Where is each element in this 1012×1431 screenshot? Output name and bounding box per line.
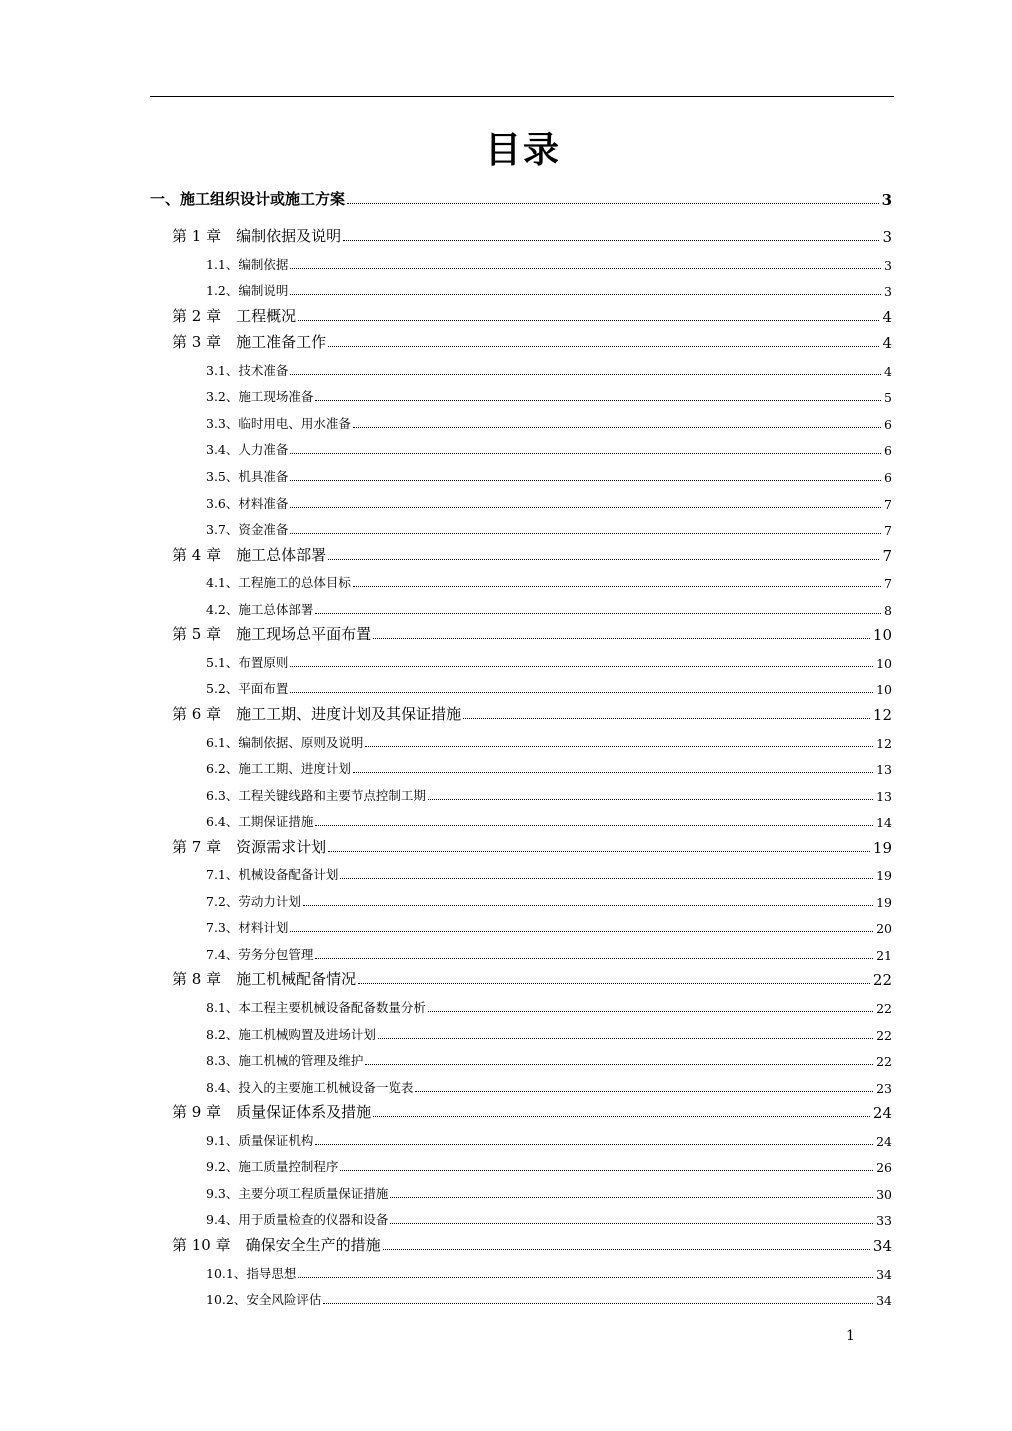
toc-dot-leader	[390, 1223, 873, 1224]
toc-entry-page: 34	[876, 1293, 892, 1308]
toc-entry-number: 7.4、	[206, 946, 239, 962]
toc-entry-number: 9.1、	[206, 1132, 239, 1148]
toc-dot-leader	[328, 559, 879, 560]
toc-entry-label	[172, 836, 328, 857]
toc-entry-label	[172, 623, 373, 644]
toc-dot-leader	[340, 1170, 873, 1171]
toc-entry-number: 5.1、	[206, 654, 239, 670]
toc-entry-page: 3	[881, 191, 892, 209]
toc-dot-leader	[315, 1144, 873, 1145]
toc-entry-page: 6	[884, 470, 892, 485]
toc-entry-number: 9.3、	[206, 1185, 239, 1201]
toc-entry-text: 施工现场准备	[238, 389, 314, 405]
toc-dot-leader	[290, 294, 881, 295]
toc-entry-page: 14	[876, 815, 892, 831]
toc-entry-page: 12	[876, 735, 892, 751]
toc-dot-leader	[315, 825, 873, 826]
toc-dot-leader	[428, 799, 873, 800]
toc-entry-label	[206, 733, 365, 751]
toc-entry-text: 施工总体部署	[238, 601, 314, 617]
toc-entry-page: 3	[884, 284, 892, 300]
toc-entry-label	[206, 1131, 315, 1149]
toc-entry[interactable]	[206, 251, 892, 273]
toc-dot-leader	[347, 203, 879, 204]
toc-entry-page: 19	[876, 868, 892, 884]
toc-entry[interactable]	[206, 914, 892, 936]
toc-entry-text: 指导思想	[246, 1265, 297, 1281]
toc-entry[interactable]	[206, 436, 892, 458]
toc-entry[interactable]	[172, 543, 892, 565]
toc-entry-page: 30	[876, 1186, 892, 1202]
toc-entry-label	[206, 440, 290, 458]
toc-entry-number: 第 8 章	[172, 970, 237, 989]
toc-entry-page: 12	[872, 705, 892, 724]
toc-dot-leader	[298, 1277, 873, 1278]
toc-entry[interactable]	[206, 861, 892, 883]
toc-entry-label	[172, 1234, 383, 1255]
toc-entry-text: 施工准备工作	[236, 333, 327, 352]
toc-entry[interactable]	[172, 304, 892, 326]
toc-entry-number: 第 10 章	[172, 1235, 246, 1254]
toc-entry-text: 主要分项工程质量保证措施	[238, 1185, 389, 1201]
toc-entry-number: 3.4、	[206, 442, 239, 458]
toc-entry[interactable]	[206, 1286, 892, 1308]
toc-entry[interactable]	[206, 888, 892, 910]
toc-entry[interactable]	[206, 383, 892, 405]
toc-entry-label	[206, 812, 315, 830]
toc-entry-label	[206, 520, 290, 538]
toc-dot-leader	[340, 878, 873, 879]
toc-entry[interactable]	[206, 569, 892, 591]
toc-entry-text: 编制依据	[238, 256, 289, 272]
toc-entry[interactable]	[206, 755, 892, 777]
toc-entry-label	[150, 188, 347, 209]
toc-entry-label	[172, 305, 298, 326]
toc-entry-label	[206, 945, 315, 963]
toc-entry-number: 6.3、	[206, 787, 239, 803]
toc-entry-label	[206, 414, 353, 432]
toc-entry-label	[206, 653, 290, 671]
toc-entry-number: 4.1、	[206, 575, 239, 591]
toc-dot-leader	[323, 1303, 873, 1304]
toc-dot-leader	[353, 427, 881, 428]
toc-entry[interactable]	[206, 357, 892, 379]
toc-entry-number: 4.2、	[206, 601, 239, 617]
toc-entry-page: 6	[884, 416, 892, 432]
toc-entry-label	[206, 1025, 378, 1043]
toc-entry-text: 劳动力计划	[238, 893, 301, 909]
toc-dot-leader	[315, 400, 881, 401]
toc-entry[interactable]	[206, 1127, 892, 1149]
toc-entry-page: 4	[884, 363, 892, 379]
toc-entry-page: 19	[876, 894, 892, 910]
toc-entry-page: 8	[884, 602, 892, 618]
toc-dot-leader	[315, 958, 873, 959]
toc-entry-number: 10.2、	[206, 1292, 247, 1307]
toc-entry-text: 施工质量控制程序	[238, 1159, 339, 1175]
toc-entry[interactable]	[206, 596, 892, 618]
toc-dot-leader	[373, 1116, 870, 1117]
toc-entry-text: 资源需求计划	[236, 837, 327, 856]
toc-entry-page: 3	[884, 257, 892, 273]
toc-entry-label	[172, 544, 328, 565]
toc-entry-number: 3.3、	[206, 415, 239, 431]
toc-entry-label	[206, 1157, 340, 1175]
toc-entry-text: 技术准备	[238, 362, 289, 378]
toc-entry-number: 第 1 章	[172, 227, 237, 245]
toc-entry[interactable]	[172, 967, 892, 989]
toc-entry-number: 3.2、	[206, 389, 239, 405]
toc-entry-text: 编制依据、原则及说明	[238, 734, 364, 750]
toc-entry-page: 22	[876, 1027, 892, 1043]
toc-entry-number: 9.2、	[206, 1159, 239, 1175]
toc-entry-label	[172, 968, 358, 989]
toc-entry-page: 34	[876, 1266, 892, 1282]
toc-entry-number: 7.3、	[206, 920, 239, 936]
toc-entry[interactable]	[206, 941, 892, 963]
toc-entry-page: 7	[884, 576, 892, 592]
toc-entry-number: 8.2、	[206, 1026, 239, 1042]
toc-entry-number: 8.1、	[206, 1000, 239, 1015]
toc-entry-page: 5	[884, 390, 892, 406]
toc-entry-page: 19	[872, 838, 892, 857]
toc-entry-label	[206, 467, 290, 485]
toc-entry-page: 7	[884, 523, 892, 539]
toc-entry-page: 24	[872, 1104, 892, 1123]
toc-entry[interactable]	[206, 1260, 892, 1282]
toc-entry[interactable]	[206, 1047, 892, 1069]
toc-entry-number: 第 3 章	[172, 333, 237, 352]
toc-entry[interactable]	[172, 1233, 892, 1255]
toc-title: 目录	[484, 130, 561, 171]
toc-entry-text: 机械设备配备计划	[238, 867, 339, 883]
toc-entry-text: 编制依据及说明	[236, 227, 342, 245]
toc-dot-leader	[290, 480, 881, 481]
toc-entry-text: 材料准备	[238, 495, 289, 511]
toc-entry-text: 施工工期、进度计划	[238, 761, 351, 776]
toc-entry[interactable]	[172, 835, 892, 857]
toc-entry-number: 一、	[150, 190, 181, 208]
toc-entry-text: 施工机械购置及进场计划	[238, 1026, 376, 1042]
toc-entry-number: 3.5、	[206, 469, 239, 484]
toc-entry-page: 4	[882, 307, 892, 326]
toc-entry-number: 5.2、	[206, 681, 239, 697]
toc-entry-text: 质量保证机构	[238, 1132, 314, 1148]
toc-dot-leader	[290, 374, 881, 375]
toc-entry-text: 施工工期、进度计划及其保证措施	[236, 704, 462, 723]
toc-entry[interactable]	[206, 463, 892, 485]
toc-dot-leader	[343, 240, 879, 241]
toc-entry-text: 施工组织设计或施工方案	[180, 190, 346, 208]
toc-entry[interactable]	[172, 1100, 892, 1122]
toc-entry-label	[206, 387, 315, 405]
toc-entry-page: 10	[876, 655, 892, 671]
toc-entry-page: 6	[884, 443, 892, 459]
toc-dot-leader	[328, 346, 879, 347]
toc-entry-number: 7.2、	[206, 893, 239, 909]
toc-entry-label	[172, 225, 343, 246]
toc-dot-leader	[298, 320, 879, 321]
toc-dot-leader	[428, 1011, 873, 1012]
toc-entry-label	[206, 573, 353, 591]
toc-entry-text: 人力准备	[238, 442, 289, 458]
toc-entry-label	[206, 1051, 365, 1069]
toc-entry-page: 7	[882, 546, 892, 565]
toc-entry-text: 投入的主要施工机械设备一览表	[238, 1079, 414, 1095]
toc-entry-label	[206, 1210, 390, 1228]
toc-entry-page: 21	[876, 947, 892, 963]
toc-entry-text: 工程概况	[236, 306, 297, 325]
toc-dot-leader	[373, 638, 870, 639]
toc-entry-label	[206, 786, 428, 804]
toc-entry-label	[206, 759, 353, 777]
toc-entry[interactable]	[206, 1206, 892, 1228]
toc-entry-number: 第 5 章	[172, 625, 237, 644]
toc-entry-number: 1.2、	[206, 283, 239, 299]
toc-dot-leader	[315, 613, 881, 614]
toc-entry-number: 10.1、	[206, 1265, 247, 1281]
toc-entry-label	[206, 494, 290, 512]
toc-dot-leader	[365, 1064, 873, 1065]
toc-entry[interactable]	[206, 1021, 892, 1043]
toc-dot-leader	[290, 507, 881, 508]
toc-entry-text: 施工总体部署	[236, 545, 327, 564]
toc-entry[interactable]	[206, 1153, 892, 1175]
toc-entry-number: 第 7 章	[172, 837, 237, 856]
toc-entry-page: 26	[876, 1160, 892, 1176]
toc-entry-label	[206, 1184, 390, 1202]
toc-dot-leader	[358, 983, 870, 984]
toc-entry-text: 工程施工的总体目标	[238, 575, 351, 591]
toc-dot-leader	[290, 692, 873, 693]
toc-entry[interactable]	[206, 782, 892, 804]
toc-entry-number: 3.6、	[206, 495, 239, 511]
toc-entry-text: 编制说明	[238, 283, 289, 299]
toc-dot-leader	[328, 851, 870, 852]
toc-entry-text: 工程关键线路和主要节点控制工期	[238, 787, 426, 803]
header-rule	[150, 96, 894, 97]
toc-entry-page: 22	[876, 1054, 892, 1070]
toc-entry-text: 劳务分包管理	[238, 946, 314, 962]
toc-entry-number: 3.7、	[206, 522, 239, 538]
toc-entry[interactable]	[206, 277, 892, 299]
toc-entry-text: 工期保证措施	[238, 814, 314, 830]
toc-entry-page: 20	[876, 921, 892, 937]
toc-entry[interactable]	[206, 1180, 892, 1202]
toc-entry-text: 施工机械配备情况	[236, 970, 357, 989]
toc-entry[interactable]	[206, 994, 892, 1016]
toc-entry-text: 机具准备	[238, 469, 289, 484]
toc-entry-text: 施工机械的管理及维护	[238, 1053, 364, 1069]
toc-dot-leader	[378, 1038, 873, 1039]
toc-dot-leader	[365, 746, 873, 747]
toc-entry[interactable]	[206, 516, 892, 538]
toc-entry-label	[172, 703, 463, 724]
toc-entry-page: 24	[876, 1133, 892, 1149]
toc-entry-label	[206, 679, 290, 697]
toc-dot-leader	[303, 905, 873, 906]
toc-entry-text: 确保安全生产的措施	[245, 1235, 381, 1254]
toc-entry-page: 22	[876, 1001, 892, 1016]
toc-entry-number: 6.1、	[206, 734, 239, 750]
toc-dot-leader	[390, 1197, 873, 1198]
toc-entry-text: 资金准备	[238, 522, 289, 538]
toc-entry-label	[206, 1290, 323, 1308]
toc-entry-number: 第 2 章	[172, 306, 237, 325]
page-number: 1	[846, 1328, 855, 1344]
toc-entry-page: 10	[876, 682, 892, 698]
toc-entry-page: 22	[872, 971, 892, 990]
toc-entry-text: 材料计划	[238, 920, 289, 936]
toc-entry[interactable]	[206, 675, 892, 697]
toc-entry-text: 安全风险评估	[246, 1292, 322, 1307]
toc-entry[interactable]	[172, 330, 892, 352]
toc-entry-number: 6.2、	[206, 761, 239, 776]
toc-entry-number: 第 9 章	[172, 1103, 237, 1122]
toc-entry-page: 23	[876, 1080, 892, 1096]
toc-entry-label	[206, 918, 290, 936]
toc-entry-text: 用于质量检查的仪器和设备	[238, 1212, 389, 1228]
toc-entry[interactable]	[206, 490, 892, 512]
toc-entry-text: 平面布置	[238, 681, 289, 697]
toc-entry-label	[206, 281, 290, 299]
toc-entry-page: 33	[876, 1213, 892, 1229]
toc-entry-number: 3.1、	[206, 362, 239, 378]
toc-entry-number: 9.4、	[206, 1212, 239, 1228]
toc-entry-label	[172, 331, 328, 352]
toc-entry[interactable]	[206, 1074, 892, 1096]
toc-entry-label	[172, 1101, 373, 1122]
toc-entry-label	[206, 255, 290, 273]
toc-entry-label	[206, 600, 315, 618]
toc-dot-leader	[353, 772, 873, 773]
toc-entry-page: 13	[876, 762, 892, 777]
toc-entry-number: 1.1、	[206, 256, 239, 272]
toc-dot-leader	[290, 268, 881, 269]
toc-entry-number: 8.3、	[206, 1053, 239, 1069]
toc-entry-label	[206, 1264, 298, 1282]
toc-entry-number: 8.4、	[206, 1079, 239, 1095]
toc-dot-leader	[290, 533, 881, 534]
toc-dot-leader	[290, 931, 873, 932]
toc-entry[interactable]	[150, 187, 892, 209]
toc-entry[interactable]	[206, 410, 892, 432]
toc-entry-text: 布置原则	[238, 654, 289, 670]
toc-entry-number: 6.4、	[206, 814, 239, 830]
toc-entry[interactable]	[206, 729, 892, 751]
toc-entry[interactable]	[172, 622, 892, 644]
toc-entry-text: 施工现场总平面布置	[236, 625, 372, 644]
toc-entry-number: 第 4 章	[172, 545, 237, 564]
toc-entry-page: 3	[882, 228, 892, 246]
toc-entry-page: 13	[876, 788, 892, 804]
toc-entry-label	[206, 1078, 415, 1096]
toc-entry[interactable]	[172, 224, 892, 246]
toc-entry[interactable]	[206, 649, 892, 671]
toc-dot-leader	[463, 718, 870, 719]
toc-dot-leader	[290, 453, 881, 454]
toc-entry-number: 第 6 章	[172, 704, 237, 723]
toc-entry-page: 10	[872, 626, 892, 645]
toc-entry-text: 本工程主要机械设备配备数量分析	[238, 1000, 426, 1015]
toc-entry-number: 7.1、	[206, 867, 239, 883]
toc-entry-label	[206, 361, 290, 379]
toc-dot-leader	[353, 586, 881, 587]
toc-entry-text: 质量保证体系及措施	[236, 1103, 372, 1122]
toc-entry-label	[206, 865, 340, 883]
toc-entry-page: 34	[872, 1236, 892, 1255]
toc-entry[interactable]	[206, 808, 892, 830]
toc-dot-leader	[415, 1091, 873, 1092]
toc-dot-leader	[290, 666, 873, 667]
toc-dot-leader	[383, 1249, 870, 1250]
toc-entry-page: 4	[882, 334, 892, 353]
toc-entry-label	[206, 998, 428, 1016]
toc-entry-text: 临时用电、用水准备	[238, 415, 351, 431]
toc-entry-page: 7	[884, 496, 892, 512]
toc-entry-label	[206, 892, 303, 910]
toc-entry[interactable]	[172, 702, 892, 724]
